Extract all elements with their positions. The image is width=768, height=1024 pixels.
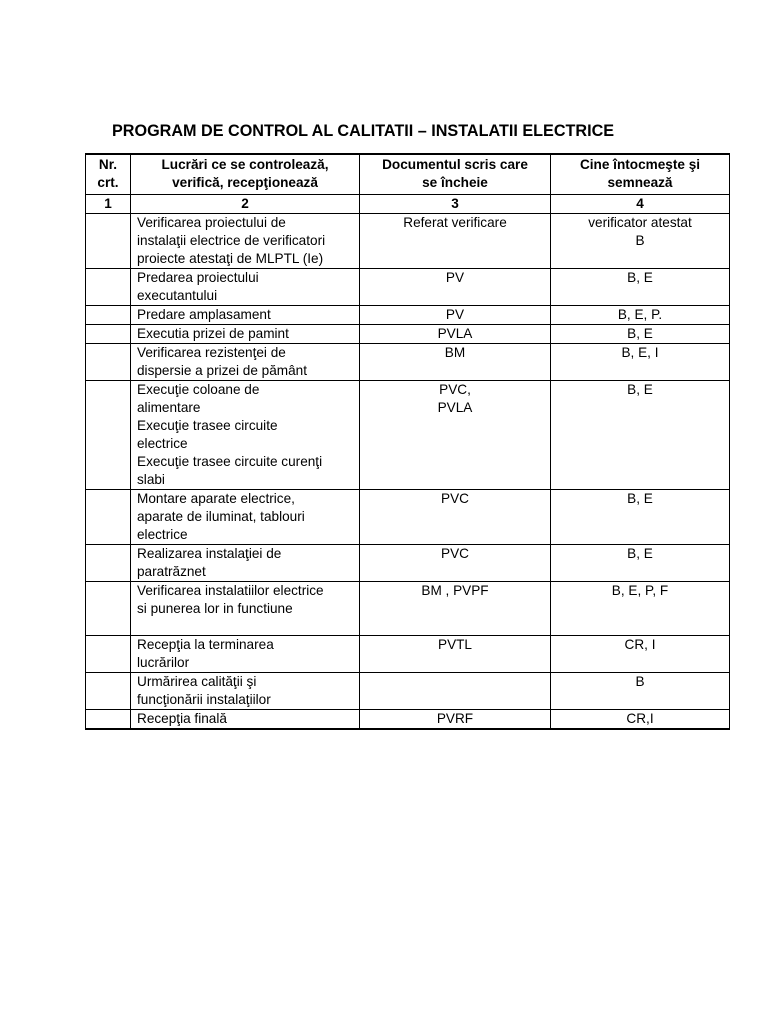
signer-cell (551, 635, 730, 672)
work-text: executantului (137, 287, 218, 303)
document-cell (360, 268, 551, 305)
signer-text: B, E (627, 381, 653, 397)
work-text: proiecte atestaţi de MLPTL (Ie) (137, 250, 324, 266)
work-text: funcţionării instalaţiilor (137, 691, 271, 707)
row-number-cell (86, 305, 131, 324)
signer-cell (551, 489, 730, 544)
work-text: slabi (137, 471, 165, 487)
document-text: PV (445, 269, 465, 285)
signer-text: B, E (627, 545, 653, 561)
document-text: PVC (441, 545, 469, 561)
signer-text: CR,I (626, 710, 654, 726)
table-row (86, 544, 730, 581)
signer-text: B, E (627, 325, 653, 341)
document-text: BM (444, 344, 466, 360)
work-text: Montare aparate electrice, (137, 490, 295, 506)
table-row (86, 268, 730, 305)
row-number-cell (86, 709, 131, 729)
column-number: 4 (551, 194, 730, 213)
document-cell (360, 305, 551, 324)
document-text: PVTL (438, 636, 472, 652)
table-row (86, 213, 730, 268)
header-nr-line: Nr. (98, 157, 118, 173)
header-signer (551, 154, 730, 194)
work-text: Predarea proiectului (137, 269, 259, 285)
header-document (360, 154, 551, 194)
table-row (86, 581, 730, 635)
header-nr-line: crt. (97, 175, 119, 191)
table-row (86, 324, 730, 343)
header-work-line: verifică, recepţionează (172, 175, 318, 191)
header-signer-line: Cine întocmeşte şi (579, 157, 701, 173)
header-document-line: Documentul scris care (382, 157, 528, 173)
document-title: PROGRAM DE CONTROL AL CALITATII – INSTALATII ELECTRICE (112, 122, 615, 140)
document-text: PVRF (436, 710, 474, 726)
document-cell (360, 343, 551, 380)
work-text: dispersie a prizei de pământ (137, 362, 308, 378)
row-number-cell (86, 672, 131, 709)
work-text: Predare amplasament (137, 306, 271, 322)
document-cell (360, 324, 551, 343)
work-cell (131, 544, 360, 581)
column-number: 2 (131, 194, 360, 213)
work-text: electrice (137, 435, 188, 451)
signer-text: B, E, P. (617, 306, 663, 322)
signer-text: CR, I (624, 636, 656, 652)
header-signer-line: semnează (607, 175, 673, 191)
signer-cell (551, 672, 730, 709)
work-cell (131, 213, 360, 268)
column-number: 3 (360, 194, 551, 213)
work-text: lucrărilor (137, 654, 190, 670)
table-row (86, 709, 730, 729)
row-number-cell (86, 213, 131, 268)
work-cell (131, 268, 360, 305)
document-text: Referat verificare (403, 214, 507, 230)
work-text: Verificarea rezistenţei de (137, 344, 286, 360)
work-text: Recepţia la terminarea (137, 636, 274, 652)
document-cell (360, 635, 551, 672)
work-cell (131, 489, 360, 544)
work-text: Executia prizei de pamint (137, 325, 289, 341)
table-row (86, 305, 730, 324)
table-row (86, 489, 730, 544)
document-text: PVLA (437, 325, 473, 341)
table-row (86, 343, 730, 380)
document-cell (360, 709, 551, 729)
quality-control-table (85, 153, 730, 730)
table-row (86, 672, 730, 709)
work-cell (131, 709, 360, 729)
signer-text: B, E (627, 490, 653, 506)
header-row (86, 154, 730, 194)
row-number-cell (86, 544, 131, 581)
signer-text: verificator atestat (588, 214, 692, 230)
work-cell (131, 672, 360, 709)
header-work-line: Lucrări ce se controlează, (161, 157, 329, 173)
document-text: PVC (441, 490, 469, 506)
document-text: PV (445, 306, 465, 322)
work-text: Verificarea proiectului de (137, 214, 286, 230)
row-number-cell (86, 489, 131, 544)
document-cell (360, 544, 551, 581)
document-cell (360, 581, 551, 635)
row-number-cell (86, 581, 131, 635)
column-number: 1 (86, 194, 131, 213)
header-nr (86, 154, 131, 194)
signer-text: B, E (627, 269, 653, 285)
work-cell (131, 581, 360, 635)
row-number-cell (86, 343, 131, 380)
work-cell (131, 305, 360, 324)
signer-cell (551, 305, 730, 324)
work-cell (131, 343, 360, 380)
signer-text: B (635, 673, 645, 689)
table-row (86, 380, 730, 489)
row-number-cell (86, 635, 131, 672)
work-text: electrice (137, 526, 188, 542)
work-text: Execuţie coloane de (137, 381, 260, 397)
document-cell (360, 380, 551, 489)
signer-text: B, E, P, F (611, 582, 669, 598)
document-cell (360, 213, 551, 268)
signer-cell (551, 581, 730, 635)
document-text: BM , PVPF (421, 582, 489, 598)
signer-cell (551, 343, 730, 380)
work-text: paratrăznet (137, 563, 206, 579)
signer-cell (551, 268, 730, 305)
document-text: PVC, (439, 381, 471, 397)
row-number-cell (86, 324, 131, 343)
signer-cell (551, 709, 730, 729)
document-cell (360, 672, 551, 709)
work-text: aparate de iluminat, tablouri (137, 508, 305, 524)
table-row (86, 635, 730, 672)
work-text: instalaţii electrice de verificatori (137, 232, 326, 248)
work-text: Realizarea instalaţiei de (137, 545, 282, 561)
header-work (131, 154, 360, 194)
work-text: Execuţie trasee circuite curenţi (137, 453, 323, 469)
work-text: si punerea lor in functiune (137, 600, 293, 616)
work-text: Execuţie trasee circuite (137, 417, 278, 433)
signer-cell (551, 544, 730, 581)
row-number-cell (86, 380, 131, 489)
work-cell (131, 324, 360, 343)
header-document-line: se încheie (422, 175, 488, 191)
signer-cell (551, 380, 730, 489)
work-text: Urmărirea calităţii şi (137, 673, 257, 689)
work-cell (131, 635, 360, 672)
row-number-cell (86, 268, 131, 305)
work-text: alimentare (137, 399, 201, 415)
signer-cell (551, 324, 730, 343)
signer-text: B, E, I (621, 344, 659, 360)
document-cell (360, 489, 551, 544)
document-text: PVLA (437, 399, 473, 415)
work-text: Recepţia finală (137, 710, 227, 726)
work-cell (131, 380, 360, 489)
column-number-row (86, 194, 730, 213)
signer-cell (551, 213, 730, 268)
signer-text: B (635, 232, 645, 248)
work-text: Verificarea instalatiilor electrice (137, 582, 324, 598)
